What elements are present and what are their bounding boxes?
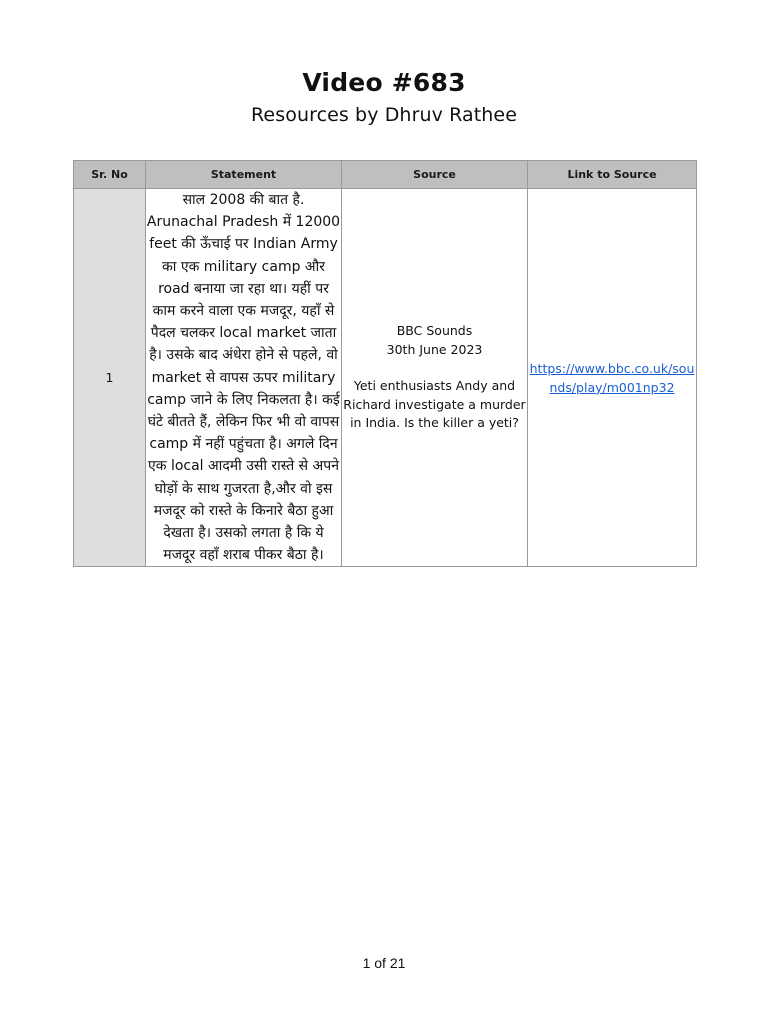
header-statement: Statement xyxy=(146,161,342,189)
source-description: Yeti enthusiasts Andy and Richard investigate a murder in India. Is the killer a yeti? xyxy=(343,378,526,431)
table-row xyxy=(74,189,697,567)
header-sr-no: Sr. No xyxy=(74,161,146,189)
source-date: 30th June 2023 xyxy=(386,341,483,357)
resources-table xyxy=(73,160,697,567)
document-title: Video #683 xyxy=(302,68,466,97)
statement-cell: साल 2008 की बात है. Arunachal Pradesh में 12000 feet की ऊँचाई पर Indian Army का एक military camp और road बनाया जा रहा था। यहीं पर काम करने वाला एक मजदूर, यहाँ से पैदल चलकर local market जाता है। उसके बाद अंधेरा होने से पहले, वो market से वापस ऊपर military camp जाने के लिए निकलता है। कई घंटे बीतते हैं, लेकिन फिर भी वो वापस camp में नहीं पहुंचता है। अगले दिन एक local आदमी उसी रास्ते से अपने घोड़ों के साथ गुजरता है,और वो इस मजदूर को रास्ते के किनारे बैठा हुआ देखता है। उसको लगता है कि ये मजदूर वहाँ शराब पीकर बैठा है। xyxy=(146,189,342,567)
source-spacer xyxy=(342,359,527,377)
table-header-row xyxy=(74,161,697,189)
document-subtitle: Resources by Dhruv Rathee xyxy=(250,104,518,126)
page-indicator: 1 of 21 xyxy=(362,955,406,971)
sr-no-cell: 1 xyxy=(74,189,146,567)
header-source: Source xyxy=(342,161,528,189)
link-cell xyxy=(528,189,697,567)
source-cell xyxy=(342,189,528,567)
header-link: Link to Source xyxy=(528,161,697,189)
source-name: BBC Sounds xyxy=(396,323,473,339)
source-link[interactable]: https://www.bbc.co.uk/sounds/play/m001np32 xyxy=(529,360,695,395)
